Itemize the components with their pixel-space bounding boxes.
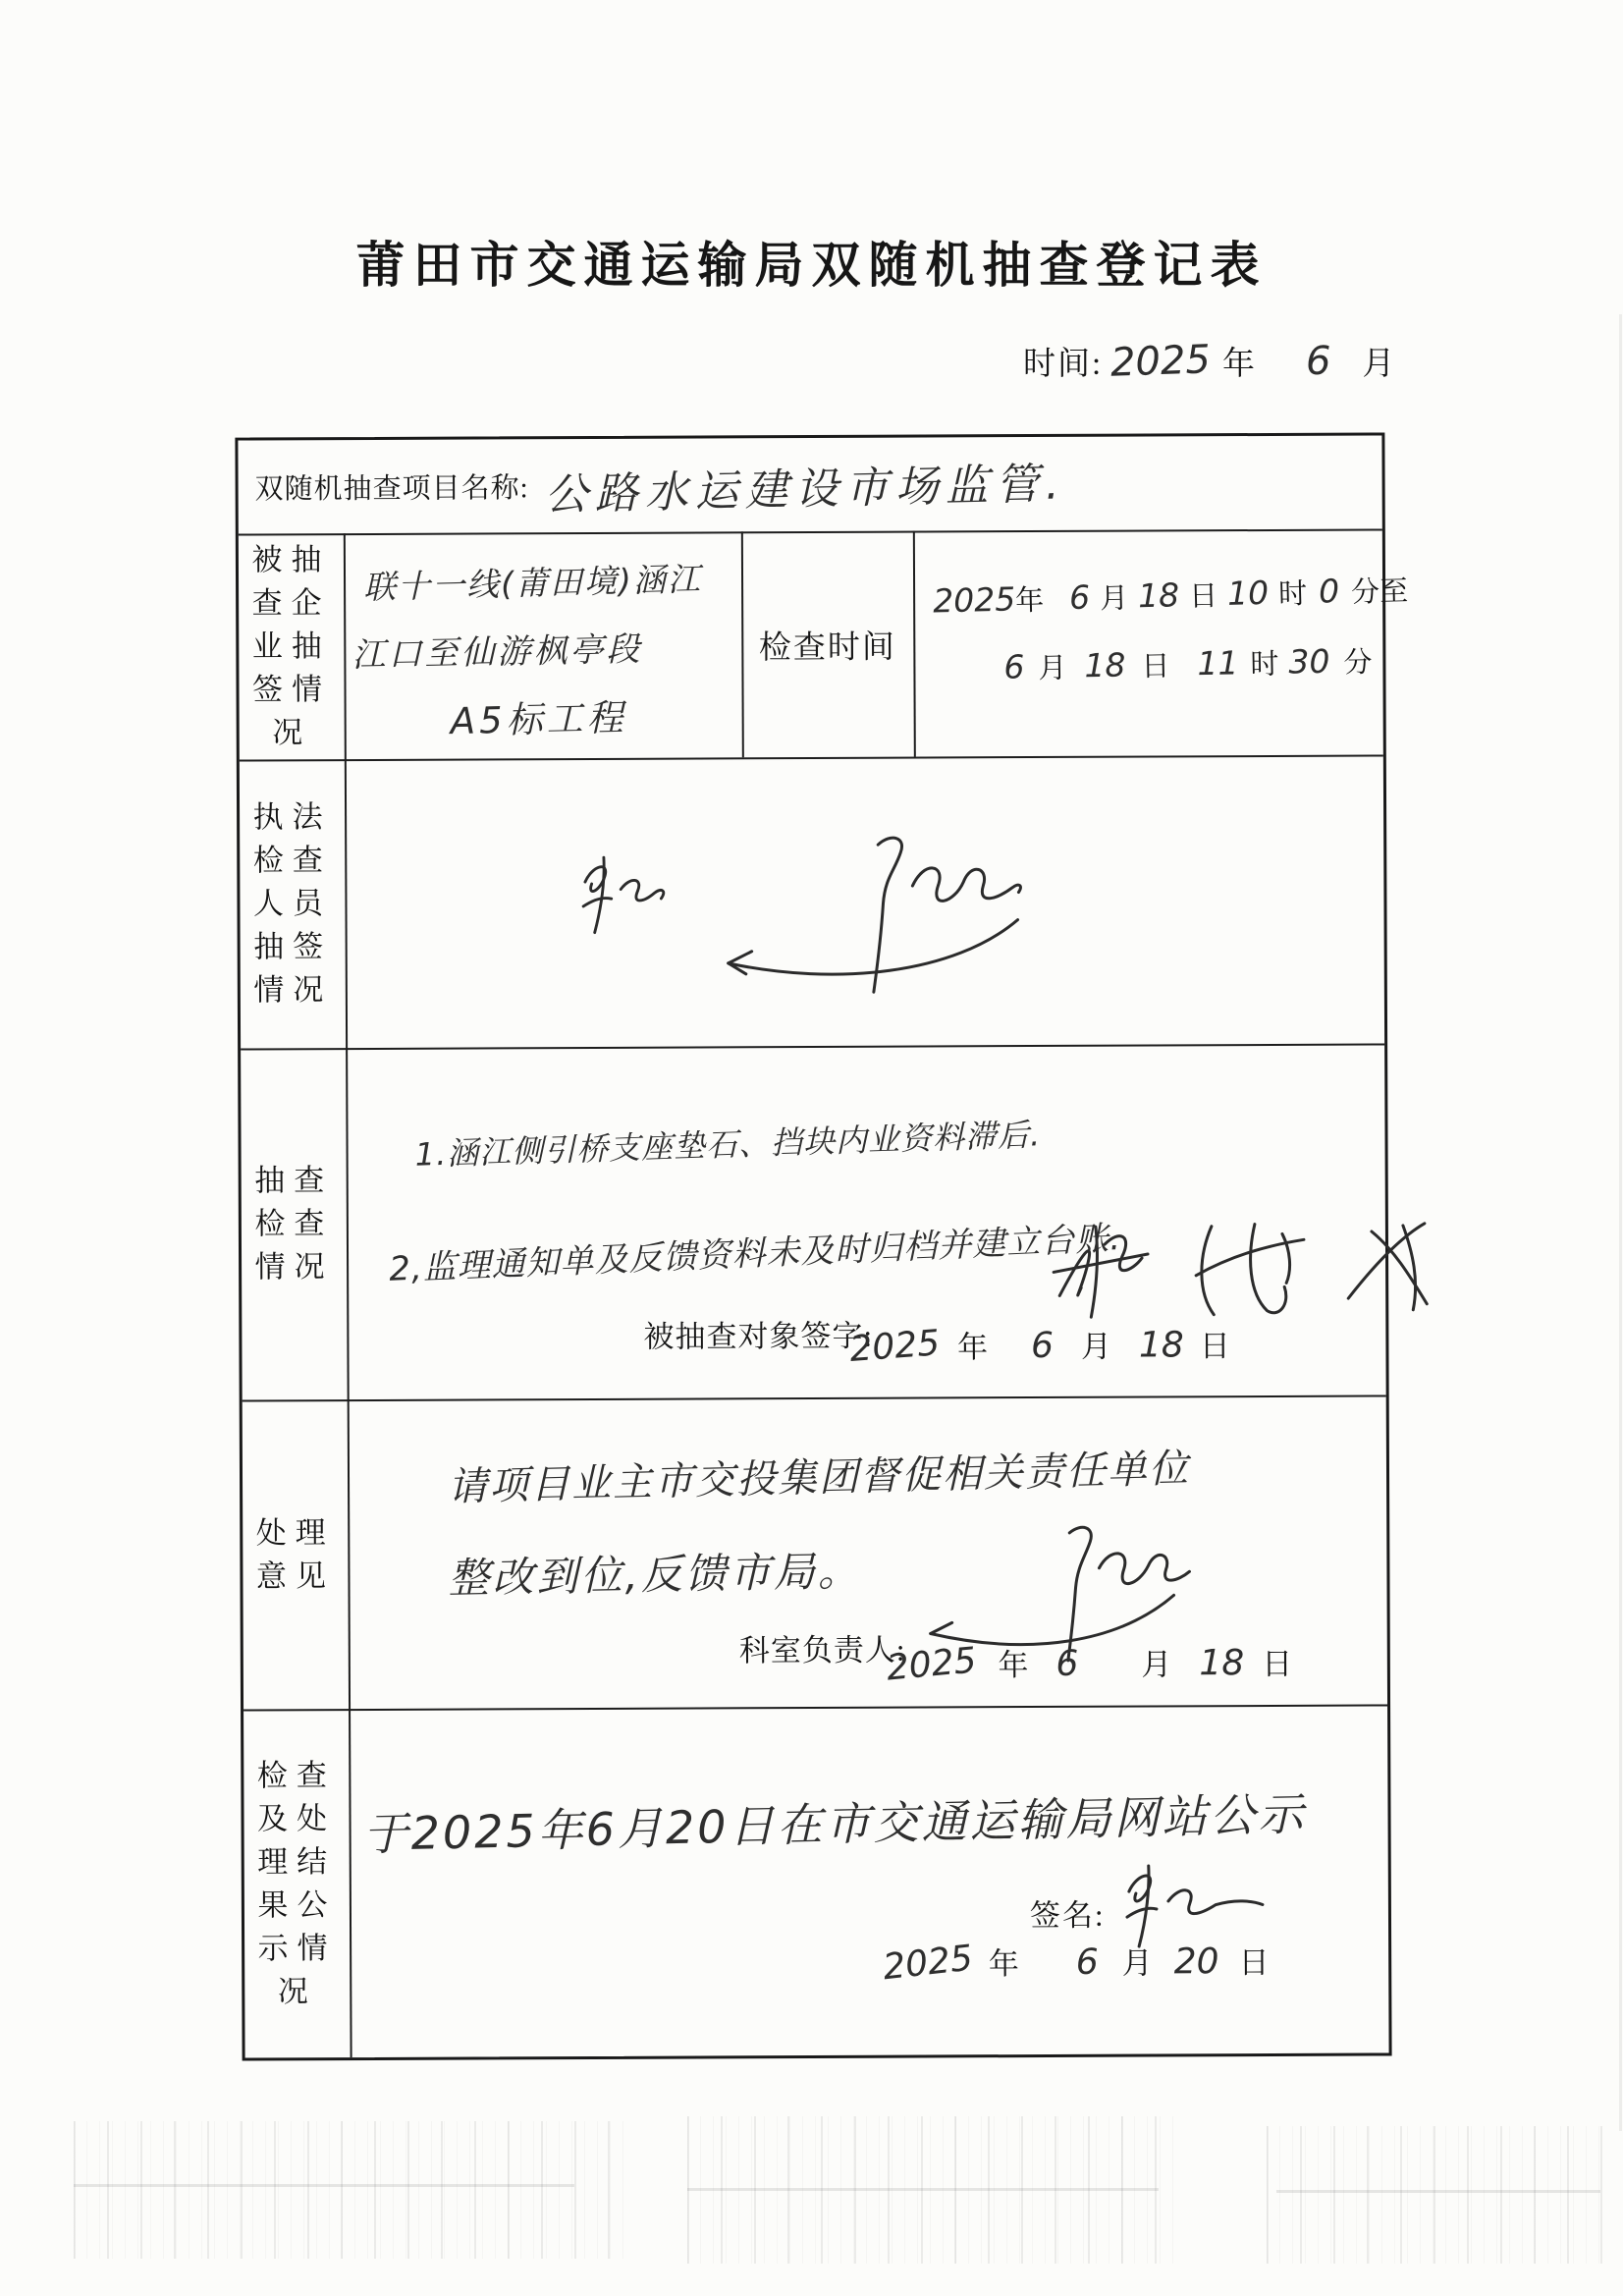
check-start-minute: 0: [1318, 572, 1340, 611]
day-unit: 日: [1141, 650, 1170, 683]
month-unit: 月: [1099, 582, 1129, 616]
month-unit: 月: [1121, 1945, 1153, 1981]
check-end-month: 6: [1003, 647, 1025, 686]
check-time-label-cell: [741, 531, 914, 758]
project-name-label: 双随机抽查项目名称:: [254, 472, 529, 506]
inspected-party-signatures: [1042, 1212, 1435, 1330]
registration-table: [235, 432, 1409, 2060]
findings-content-cell: [346, 1043, 1390, 1399]
findings-date-month: 6: [1030, 1325, 1055, 1367]
publicity-date-year: 2025: [881, 1938, 975, 1989]
month-unit: 月: [1141, 1647, 1172, 1682]
inspected-party-sign-label: 被抽查对象签字:: [643, 1318, 874, 1354]
month-unit: 月: [1038, 652, 1067, 685]
check-time-line-2: [1003, 640, 1373, 687]
opinion-date-day: 18: [1199, 1643, 1245, 1684]
inspector-signature-2: [718, 825, 1033, 1001]
month-unit: 月: [1080, 1329, 1112, 1364]
hour-unit: 时: [1277, 577, 1308, 611]
opinion-date-year: 2025: [885, 1640, 979, 1689]
check-start-day: 18: [1137, 575, 1180, 616]
enterprise-name-line-1: 联十一线(莆田境)涵江: [362, 559, 703, 607]
scan-artifact: [1267, 2126, 1610, 2264]
opinion-line-2: 整改到位,反馈市局。: [448, 1546, 863, 1603]
findings-date-day: 18: [1138, 1325, 1184, 1366]
publicity-row-label-cell: [243, 1709, 351, 2057]
check-time-value-cell: [913, 528, 1409, 756]
scan-artifact: [687, 2188, 1159, 2191]
publicity-date-day: 20: [1173, 1941, 1219, 1983]
check-time-label: 检查时间: [758, 629, 896, 666]
enterprise-name-line-2: 江口至仙游枫亭段: [352, 629, 643, 676]
opinion-row-label: 处理意见: [255, 1514, 336, 1593]
form-title: 莆田市交通运输局双随机抽查登记表: [355, 238, 1268, 293]
day-unit: 日: [1262, 1646, 1293, 1682]
hour-unit: 时: [1250, 648, 1279, 682]
scan-artifact: [74, 2121, 623, 2259]
check-start-month: 6: [1068, 577, 1091, 618]
section-head-label: 科室负责人:: [738, 1632, 906, 1668]
finding-item-2: 2,监理通知单及反馈资料未及时归档并建立台账.: [388, 1219, 1122, 1289]
year-unit: 年: [1014, 584, 1045, 618]
enterprise-name-line-3: A5标工程: [450, 696, 628, 743]
enterprise-row-label-cell: [239, 533, 345, 759]
finding-item-1: 1.涵江侧引桥支座垫石、挡块内业资料滞后.: [414, 1116, 1042, 1174]
publicity-content-cell: [349, 1704, 1393, 2057]
check-start-hour: 10: [1226, 573, 1270, 613]
sign-label: 签名:: [1029, 1897, 1106, 1934]
time-year-value: 2025: [1109, 337, 1212, 386]
time-month-value: 6: [1305, 339, 1331, 384]
time-label: 时间:: [1023, 347, 1104, 382]
publicity-text: 于2025年6月20日在市交通运输局网站公示: [362, 1787, 1307, 1862]
inspected-party-signature-2: [1184, 1213, 1318, 1330]
opinion-line-1: 请项目业主市交投集团督促相关责任单位: [447, 1446, 1191, 1510]
opinion-row-label-cell: [243, 1399, 349, 1709]
check-end-hour: 11: [1197, 643, 1239, 683]
findings-row-label-cell: [241, 1048, 348, 1399]
scan-artifact: [1276, 2190, 1600, 2193]
opinion-content-cell: [348, 1394, 1391, 1709]
project-name-value: 公路水运建设市场监管.: [544, 458, 1067, 520]
scan-artifact: [74, 2184, 574, 2187]
inspected-party-signature-1: [1042, 1213, 1165, 1330]
publicity-row-label: 检查及处理结果公示情况: [256, 1757, 337, 2008]
day-unit: 日: [1238, 1944, 1270, 1981]
inspectors-row-label: 执法检查人员抽签情况: [252, 799, 333, 1008]
check-time-line-1: [933, 569, 1409, 621]
check-end-day: 18: [1084, 645, 1126, 685]
day-unit: 日: [1199, 1329, 1230, 1364]
findings-row-label: 抽查检查情况: [254, 1163, 334, 1285]
enterprise-row-label: 被抽查企业抽签情况: [251, 542, 332, 750]
minute-unit: 分: [1343, 646, 1373, 680]
check-end-minute: 30: [1288, 641, 1330, 682]
time-year-unit: 年: [1221, 347, 1255, 382]
publicity-date-month: 6: [1075, 1941, 1099, 1983]
publicity-date: [881, 1938, 1270, 1989]
opinion-date-month: 6: [1055, 1643, 1079, 1684]
year-unit: 年: [988, 1946, 1019, 1982]
findings-date: [848, 1321, 1230, 1370]
findings-date-year: 2025: [848, 1323, 942, 1370]
enterprise-name-cell: [344, 531, 742, 759]
form-time-line: [1023, 338, 1394, 384]
check-start-year: 2025: [932, 579, 1016, 621]
minute-unit: 分: [1350, 576, 1380, 609]
inspectors-row-label-cell: [240, 759, 346, 1048]
time-month-unit: 月: [1362, 347, 1395, 382]
year-unit: 年: [998, 1648, 1029, 1683]
project-name-row: [238, 435, 1381, 533]
inspector-signature-1: [575, 847, 678, 943]
inspectors-signature-cell: [345, 754, 1388, 1048]
day-unit: 日: [1188, 580, 1218, 613]
year-unit: 年: [956, 1330, 989, 1365]
opinion-date: [885, 1639, 1293, 1689]
to-unit: 至: [1379, 575, 1409, 609]
scan-artifact: [1619, 314, 1622, 2131]
inspected-party-signature-3: [1336, 1212, 1435, 1328]
